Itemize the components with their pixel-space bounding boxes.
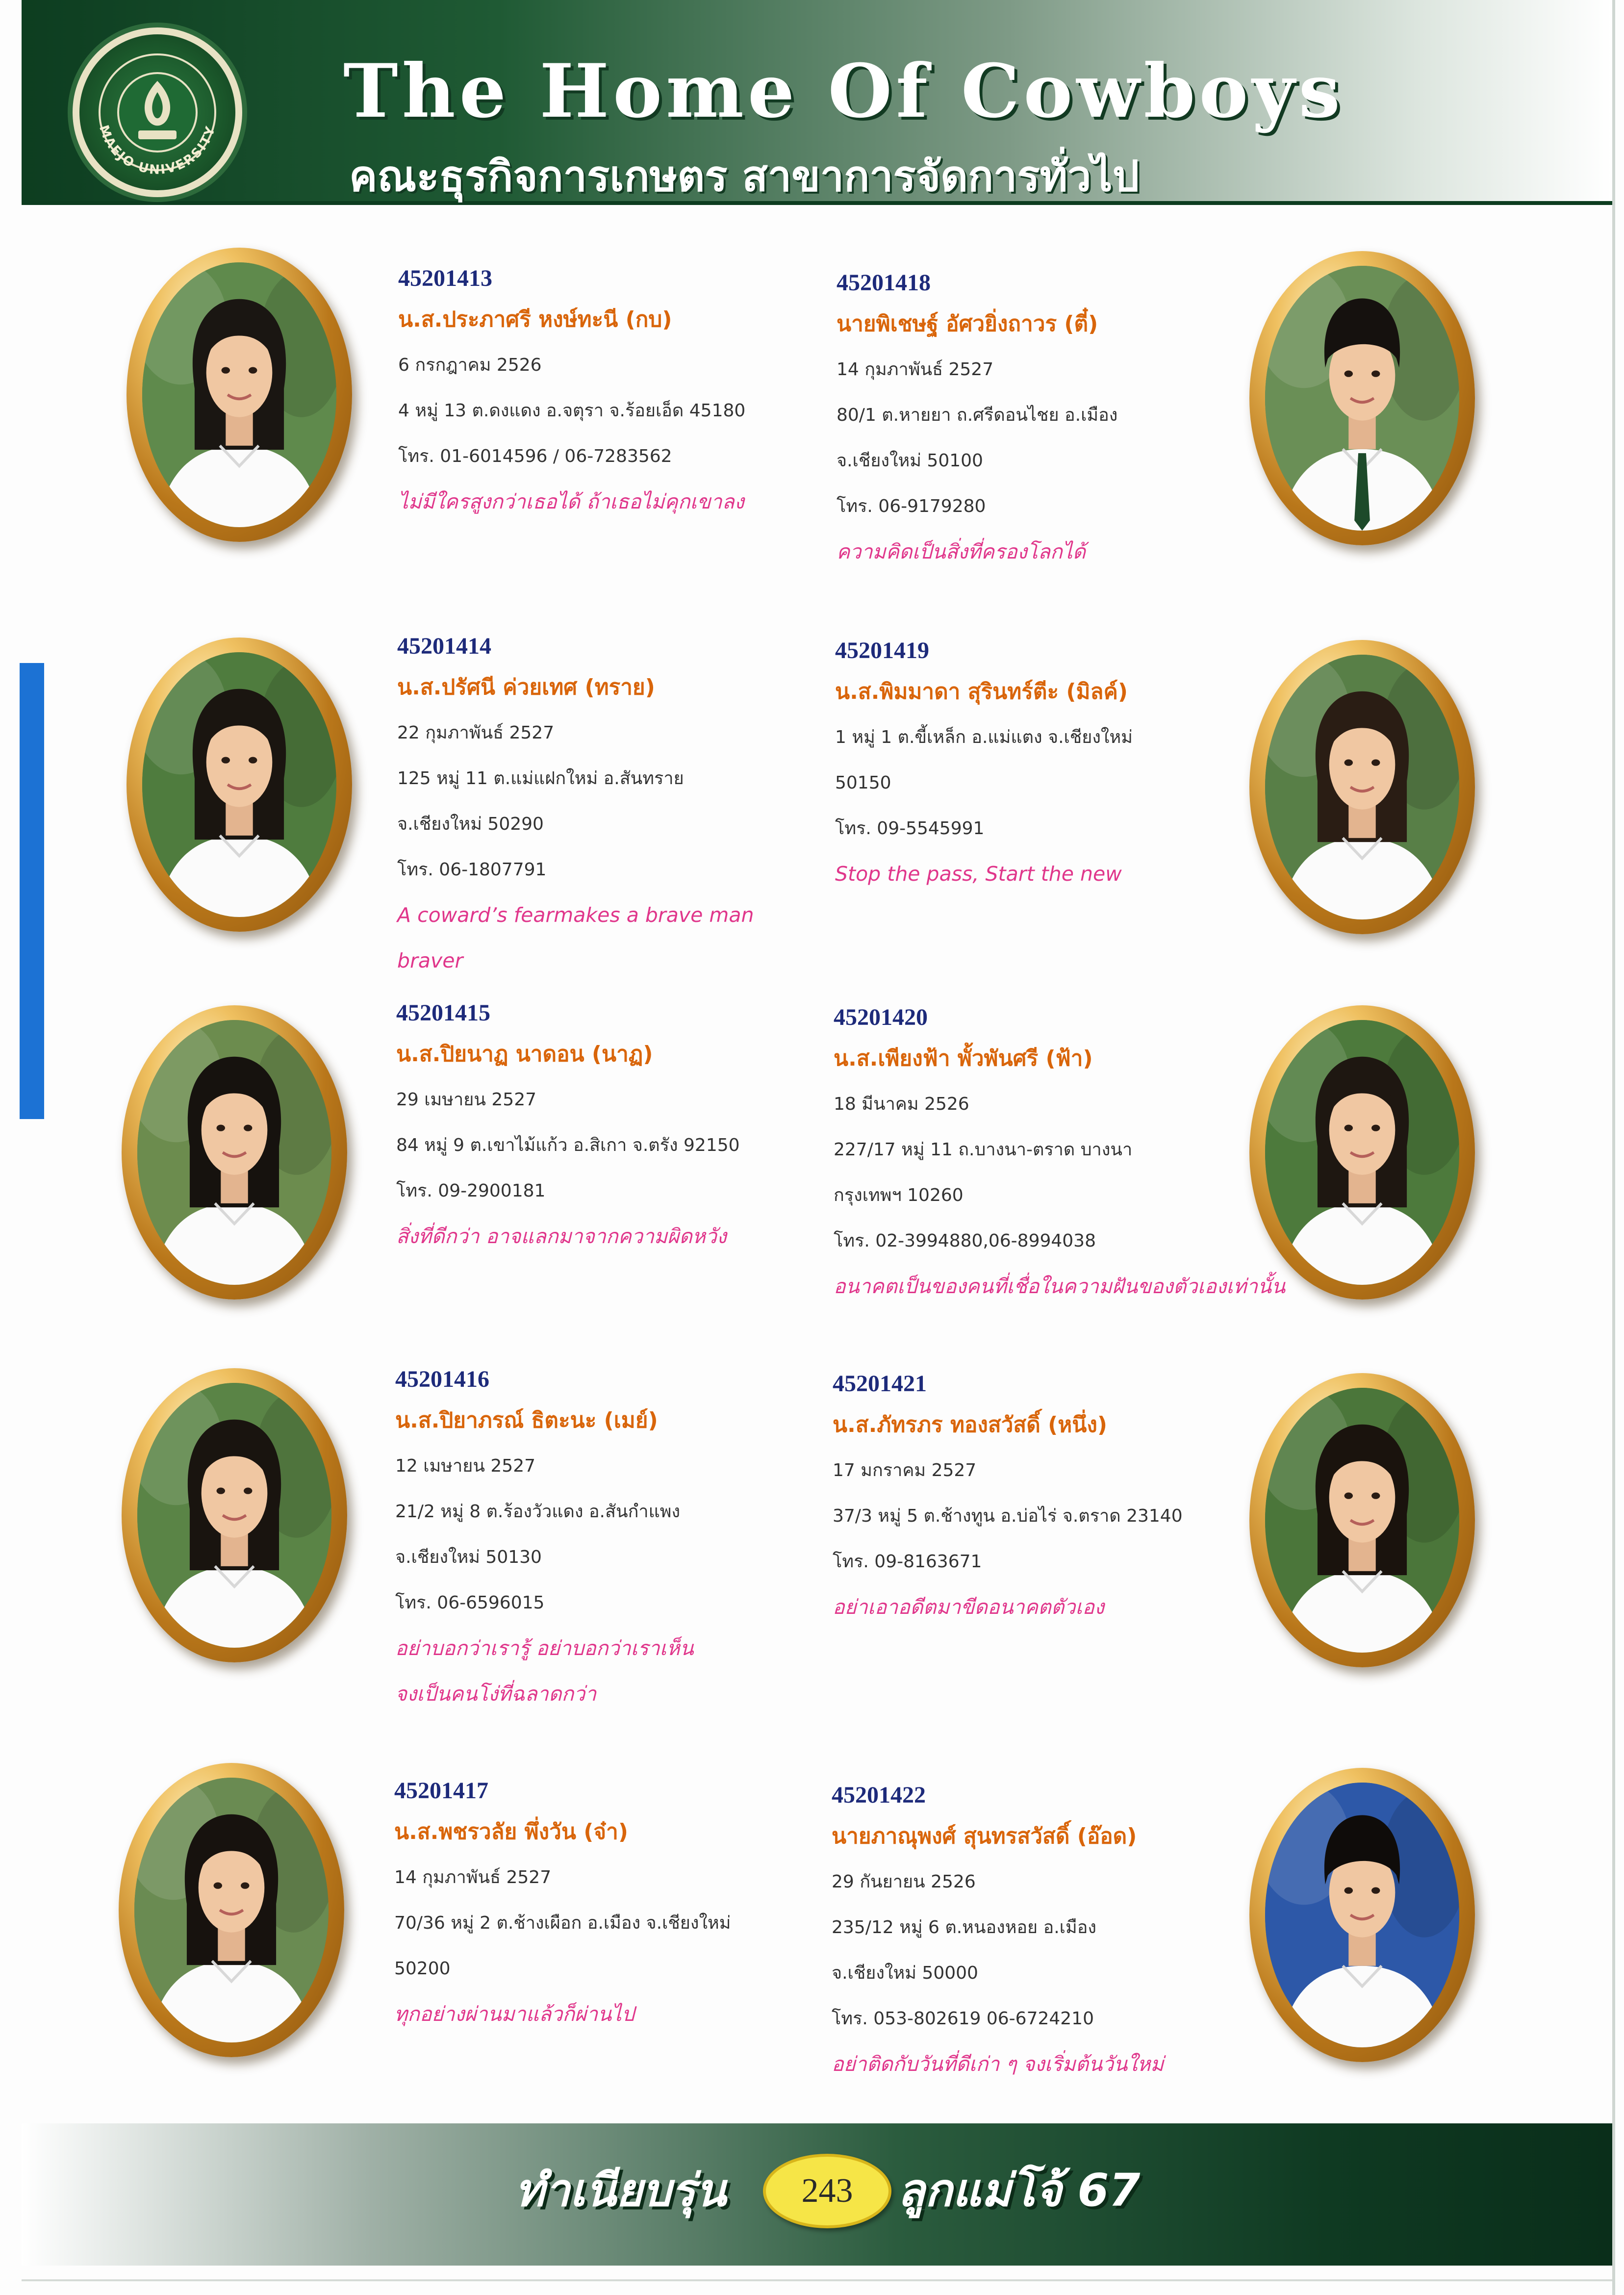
- student-entry: [397, 628, 789, 984]
- student-photo: [1265, 1783, 1459, 2047]
- student-photo-frame: [122, 1368, 347, 1662]
- bottom-rule: [22, 2279, 1612, 2281]
- student-detail-line: โทร. 06-6596015: [395, 1593, 545, 1613]
- student-photo: [1265, 655, 1459, 919]
- student-photo-frame: [127, 638, 352, 932]
- student-detail-line: โทร. 02-3994880,06-8994038: [834, 1231, 1096, 1251]
- photo-eye: [217, 1488, 225, 1494]
- student-photo-frame: [127, 248, 352, 542]
- student-detail-line: 70/36 หมู่ 2 ต.ช้างเผือก อ.เมือง จ.เชียงใหม่: [394, 1913, 731, 1933]
- student-detail-line: โทร. 06-1807791: [397, 860, 547, 880]
- photo-eye: [222, 757, 230, 764]
- student-name: น.ส.ภัทรภร ทองสวัสดิ์ (หนึ่ง): [833, 1412, 1107, 1437]
- student-id: 45201416: [395, 1366, 489, 1392]
- student-detail-line: 4 หมู่ 13 ต.ดงแดง อ.จตุรา จ.ร้อยเอ็ด 45180: [398, 401, 746, 421]
- student-motto: อนาคตเป็นของคนที่เชื่อในความฝันของตัวเองเท่านั้น: [834, 1275, 1286, 1298]
- photo-eye: [1345, 1493, 1353, 1499]
- student-id: 45201422: [832, 1782, 926, 1808]
- student-name: น.ส.ปิยนาฏ นาดอน (นาฏ): [396, 1042, 653, 1067]
- seal-text: MAEJO UNIVERSITY: [96, 123, 219, 178]
- portrait-graphic: [1265, 266, 1459, 531]
- student-photo: [142, 262, 336, 527]
- photo-eye: [244, 1125, 252, 1131]
- student-detail-line: โทร. 053-802619 06-6724210: [832, 2009, 1094, 2029]
- student-detail-line: 80/1 ต.หายยา ถ.ศรีดอนไชย อ.เมือง: [837, 405, 1118, 425]
- student-detail-line: 29 กันยายน 2526: [832, 1872, 976, 1892]
- student-photo-frame: [1249, 1768, 1475, 2062]
- student-name: น.ส.เพียงฟ้า พั้วพันศรี (ฟ้า): [834, 1046, 1093, 1071]
- photo-eye: [1345, 1125, 1353, 1131]
- photo-eye: [1371, 1887, 1380, 1894]
- student-detail-line: 84 หมู่ 9 ต.เขาไม้แก้ว อ.สิเกา จ.ตรัง 92150: [396, 1135, 740, 1155]
- student-detail-line: 1 หมู่ 1 ต.ขี้เหล็ก อ.แม่แตง จ.เชียงใหม่: [835, 727, 1133, 747]
- student-photo: [137, 1383, 331, 1648]
- student-detail-line: 21/2 หมู่ 8 ต.ร้องวัวแดง อ.สันกำแพง: [395, 1502, 681, 1522]
- student-detail-line: 18 มีนาคม 2526: [834, 1094, 969, 1114]
- photo-eye: [249, 367, 257, 374]
- student-id: 45201419: [835, 638, 929, 663]
- student-detail-line: จ.เชียงใหม่ 50290: [397, 814, 544, 834]
- page-subtitle: คณะธุรกิจการเกษตร สาขาการจัดการทั่วไป: [349, 152, 1140, 201]
- photo-eye: [1371, 1125, 1380, 1131]
- student-photo-frame: [1249, 640, 1475, 934]
- side-accent-bar: [20, 663, 44, 1119]
- student-detail-line: 50200: [394, 1959, 451, 1979]
- student-motto: A coward’s fearmakes a brave man: [397, 903, 754, 927]
- photo-eye: [1371, 760, 1380, 766]
- student-detail-line: 29 เมษายน 2527: [396, 1090, 536, 1110]
- student-detail-line: 37/3 หมู่ 5 ต.ช้างทูน อ.บ่อไร่ จ.ตราด 23140: [833, 1506, 1183, 1526]
- student-detail-line: กรุงเทพฯ 10260: [834, 1185, 964, 1205]
- photo-eye: [1345, 760, 1353, 766]
- page-number-badge: 243: [763, 2154, 891, 2228]
- student-name: น.ส.ปรัศนี ค่วยเทศ (ทราย): [397, 675, 655, 700]
- portrait-graphic: [134, 1778, 329, 2042]
- portrait-graphic: [142, 262, 336, 527]
- student-detail-line: 14 กุมภาพันธ์ 2527: [837, 359, 994, 380]
- student-entry: [395, 1361, 787, 1717]
- student-motto: อย่าติดกับวันที่ดีเก่า ๆ จงเริ่มต้นวันใหม่: [832, 2052, 1164, 2076]
- student-detail-line: 227/17 หมู่ 11 ถ.บางนา-ตราด บางนา: [834, 1140, 1133, 1160]
- student-detail-line: 17 มกราคม 2527: [833, 1460, 977, 1480]
- student-name: น.ส.พิมมาดา สุรินทร์ตีะ (มิลค์): [835, 679, 1128, 704]
- page-spine-edge: [1612, 0, 1615, 2295]
- student-photo: [137, 1020, 331, 1285]
- student-photo: [1265, 266, 1459, 531]
- portrait-graphic: [137, 1020, 331, 1285]
- student-motto: อย่าบอกว่าเรารู้ อย่าบอกว่าเราเห็น: [395, 1636, 694, 1660]
- student-photo-frame: [1249, 251, 1475, 545]
- student-detail-line: โทร. 09-8163671: [833, 1552, 982, 1572]
- seal-graphic: [79, 34, 235, 190]
- student-photo-frame: [122, 1005, 347, 1300]
- student-entry: [837, 264, 1229, 575]
- student-entry: [833, 1365, 1225, 1630]
- portrait-graphic: [1265, 1020, 1459, 1285]
- student-motto: ทุกอย่างผ่านมาแล้วก็ผ่านไป: [394, 2002, 634, 2026]
- student-detail-line: 50150: [835, 773, 891, 793]
- page-title: The Home Of Cowboys: [343, 48, 1344, 134]
- student-photo: [134, 1778, 329, 2042]
- portrait-graphic: [1265, 1388, 1459, 1653]
- student-motto: จงเป็นคนโง่ที่ฉลาดกว่า: [395, 1682, 597, 1706]
- student-photo: [142, 652, 336, 917]
- student-id: 45201420: [834, 1004, 928, 1030]
- student-id: 45201413: [398, 265, 492, 291]
- student-entry: [832, 1777, 1224, 2087]
- student-id: 45201414: [397, 633, 491, 659]
- student-name: น.ส.ปิยาภรณ์ ธิตะนะ (เมย์): [395, 1408, 658, 1433]
- student-detail-line: 12 เมษายน 2527: [395, 1456, 535, 1476]
- student-detail-line: 235/12 หมู่ 6 ต.หนองหอย อ.เมือง: [832, 1917, 1096, 1938]
- student-name: นายภาณุพงศ์ สุนทรสวัสดิ์ (อ๊อด): [832, 1824, 1137, 1849]
- portrait-graphic: [1265, 1783, 1459, 2047]
- student-id: 45201421: [833, 1371, 927, 1397]
- student-photo: [1265, 1388, 1459, 1653]
- student-name: น.ส.ประภาศรี หงษ์ทะนี (กบ): [398, 307, 672, 332]
- portrait-graphic: [142, 652, 336, 917]
- student-entry: [834, 999, 1286, 1309]
- student-entry: [398, 260, 790, 525]
- student-motto: braver: [397, 949, 463, 972]
- student-motto: อย่าเอาอดีตมาขีดอนาคตตัวเอง: [833, 1595, 1104, 1619]
- student-detail-line: โทร. 06-9179280: [837, 496, 986, 516]
- footer-right-text: ลูกแม่โจ้ 67: [897, 2164, 1141, 2217]
- photo-eye: [222, 367, 230, 374]
- student-detail-line: จ.เชียงใหม่ 50000: [832, 1963, 978, 1983]
- photo-eye: [1345, 371, 1353, 377]
- student-entry: [396, 994, 788, 1259]
- student-name: นายพิเชษฐ์ อัศวยิ่งถาวร (ตี๋): [837, 311, 1098, 336]
- photo-eye: [244, 1488, 252, 1494]
- student-detail-line: โทร. 01-6014596 / 06-7283562: [398, 446, 672, 466]
- student-detail-line: 6 กรกฎาคม 2526: [398, 355, 542, 375]
- student-id: 45201418: [837, 270, 931, 296]
- student-entry: [835, 632, 1227, 897]
- student-photo-frame: [1249, 1005, 1475, 1300]
- portrait-graphic: [1265, 655, 1459, 919]
- footer-left-text: ทำเนียบรุ่น: [515, 2164, 727, 2217]
- student-entry: [394, 1772, 787, 2037]
- photo-eye: [1371, 1493, 1380, 1499]
- student-detail-line: โทร. 09-2900181: [396, 1181, 546, 1201]
- student-detail-line: โทร. 09-5545991: [835, 818, 985, 839]
- student-motto: ความคิดเป็นสิ่งที่ครองโลกได้: [837, 540, 1086, 563]
- photo-eye: [241, 1883, 249, 1889]
- photo-eye: [1371, 371, 1380, 377]
- student-id: 45201415: [396, 1000, 490, 1026]
- photo-eye: [1345, 1887, 1353, 1894]
- student-detail-line: 14 กุมภาพันธ์ 2527: [394, 1867, 552, 1887]
- student-detail-line: 125 หมู่ 11 ต.แม่แฝกใหม่ อ.สันทราย: [397, 768, 684, 789]
- student-photo-frame: [1249, 1373, 1475, 1667]
- student-motto: สิ่งที่ดีกว่า อาจแลกมาจากความผิดหวัง: [396, 1224, 727, 1248]
- photo-eye: [217, 1125, 225, 1131]
- university-seal-icon: [73, 27, 242, 197]
- student-motto: ไม่มีใครสูงกว่าเธอได้ ถ้าเธอไม่คุกเขาลง: [398, 490, 744, 513]
- student-detail-line: จ.เชียงใหม่ 50100: [837, 451, 983, 471]
- student-motto: Stop the pass, Start the new: [835, 862, 1122, 886]
- student-id: 45201417: [394, 1778, 488, 1804]
- student-detail-line: 22 กุมภาพันธ์ 2527: [397, 723, 555, 743]
- photo-eye: [249, 757, 257, 764]
- portrait-graphic: [137, 1383, 331, 1648]
- photo-eye: [214, 1883, 222, 1889]
- student-photo: [1265, 1020, 1459, 1285]
- student-detail-line: จ.เชียงใหม่ 50130: [395, 1547, 542, 1567]
- student-photo-frame: [119, 1763, 344, 2057]
- student-name: น.ส.พชรวลัย พึ่งวัน (จ๋า): [394, 1819, 628, 1844]
